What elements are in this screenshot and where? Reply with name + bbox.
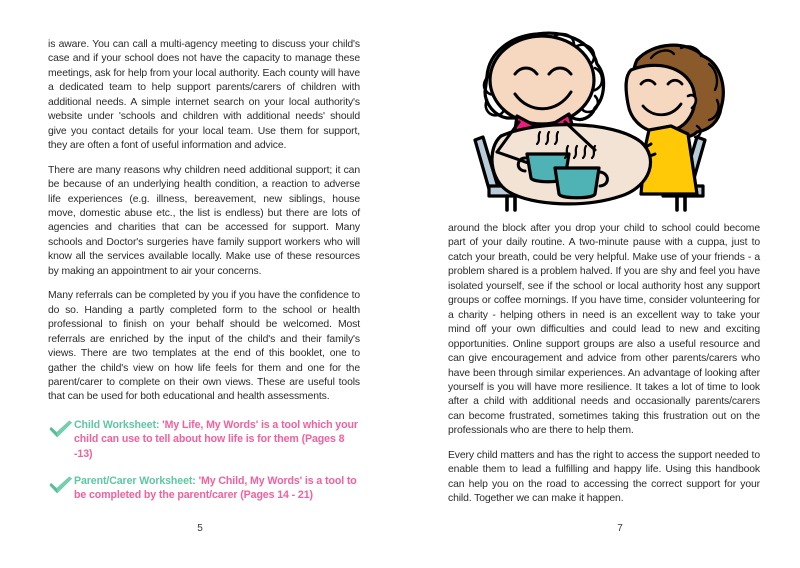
- list-item-label: [74, 474, 360, 503]
- worksheet-bullet-list: [48, 418, 360, 503]
- two-people-having-tea-illustration: [445, 18, 775, 213]
- paragraph: Every child matters and has the right to access the support needed to enable them to lead a fulfilling and happy life. Using this handbook can help you on the road to accessing the correct support for your child. Together we can make it happen.: [448, 449, 760, 505]
- check-mark-icon: [48, 419, 74, 439]
- right-page-text-column: [448, 222, 760, 507]
- list-item-lead: Child Worksheet:: [74, 418, 160, 431]
- check-mark-icon: [48, 475, 74, 495]
- paragraph: is aware. You can call a multi-agency meeting to discuss your child's case and if your school does not have the capacity to manage these meetings, ask for help from your local authority. Each county will have a dedicated team to help support parents/carers of children with additional needs. A simple internet search on your local authority's website under 'schools and children with additional needs' should give you contact details for your local team. Use them for support, they are often a font of useful information and advice.: [48, 39, 360, 152]
- list-item: [48, 418, 360, 462]
- list-item-lead: Parent/Carer Worksheet:: [74, 474, 196, 487]
- right-page: [400, 0, 800, 568]
- page-number-right: 7: [617, 523, 623, 534]
- list-item-rest: 'My Child, My Words' is a tool to be completed by the parent/carer (Pages 14 - 21): [74, 474, 357, 502]
- paragraph: around the block after you drop your child to school could become part of your daily routine. A two-minute pause with a cuppa, just to catch your breath, could be very helpful. Make use of your friends - a problem shared is a problem halved. If you are shy and feel you have isolated yourself, see if the school or local authority host any support groups or coffee mornings. If you have time, consider volunteering for a charity - helping others in need is an excellent way to take your mind off your own difficulties and could lead to new and exciting opportunities. Online support groups are also a useful resource and can give encouragement and advice from other parents/carers who have been through similar experiences. An advantage of looking after yourself is you will have more resilience. It takes a lot of time to look after a child with additional needs and occasionally parents/carers can become frustrated, sometimes taking this frustration out on the professionals who are there to help them.: [448, 223, 760, 437]
- list-item-label: [74, 418, 360, 462]
- list-item-rest: 'My Life, My Words' is a tool which your child can use to tell about how life is for them (Pages 8 -13): [74, 418, 358, 461]
- page-number-left: 5: [197, 523, 203, 534]
- paragraph: Many referrals can be completed by you if you have the confidence to do so. Handing a partly completed form to the school or health professional to finish on your behalf should be welcomed. Most referrals are enriched by the input of the child's and their family's views. There are two templates at the end of this booklet, one to gather the child's view on how life feels for them and one for the parent/carer to complete on their own views. These are useful tools that can be used for both educational and health assessments.: [48, 290, 360, 403]
- paragraph: There are many reasons why children need additional support; it can be because of an underlying health condition, a reaction to adverse life experiences (e.g. illness, bereavement, new siblings, house move, domestic abuse etc., the list is endless) but there are lots of agencies and charities that can be accessed for support. Many schools and Doctor's surgeries have family support workers who will know all the services available locally. Make use of these resources by making an appointment to air your concerns.: [48, 164, 360, 277]
- list-item: [48, 474, 360, 503]
- left-page-text-column: [48, 38, 360, 503]
